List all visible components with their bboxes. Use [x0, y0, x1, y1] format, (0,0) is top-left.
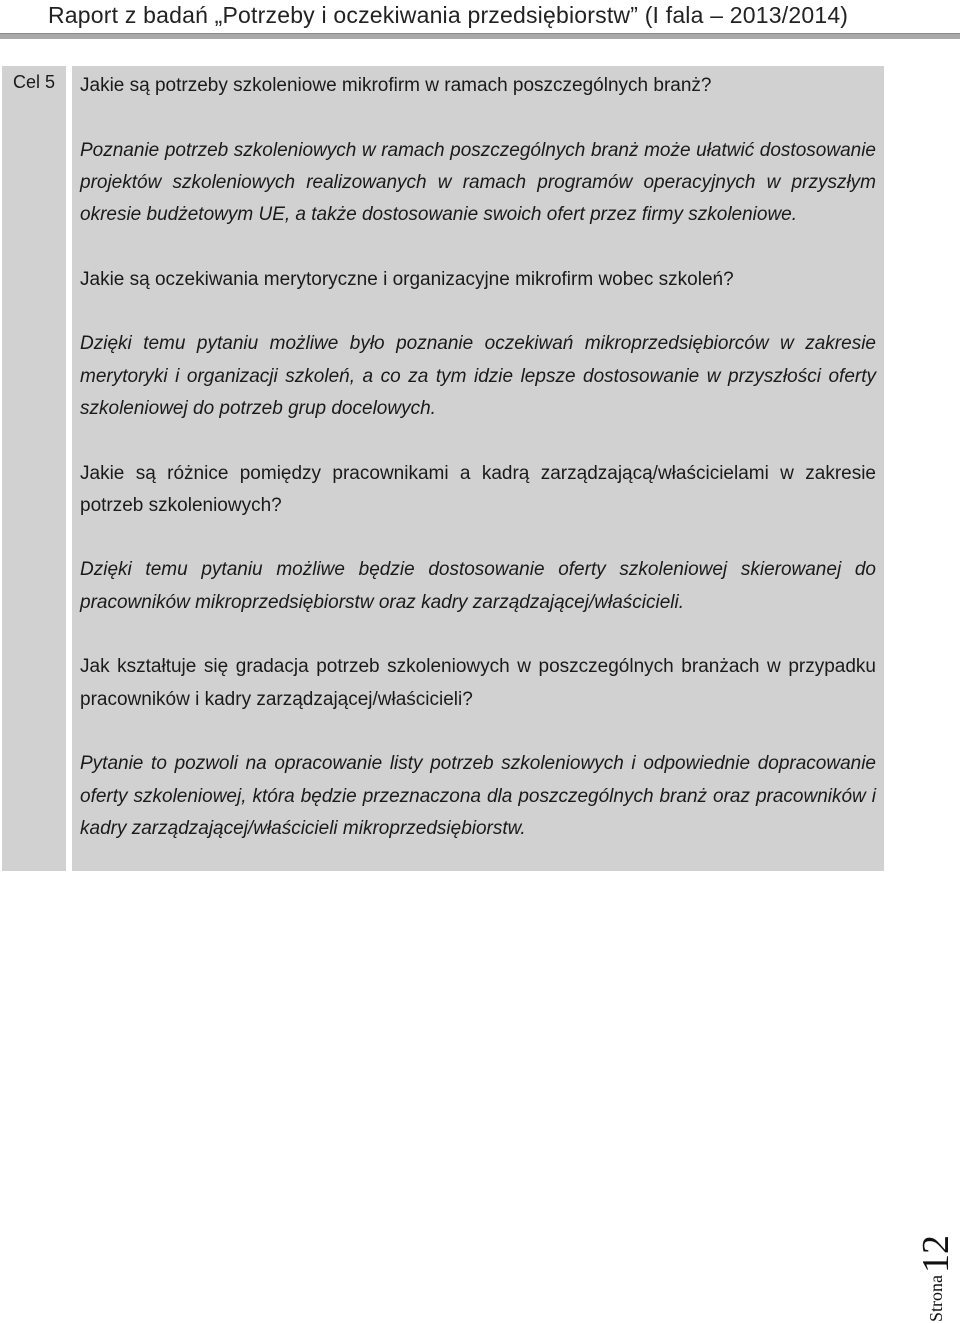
- explanation-1: Poznanie potrzeb szkoleniowych w ramach poszczególnych branż może ułatwić dostosowanie projektów szkoleniowych realizowanych w ramach programów operacyjnych w przyszłym okresie budżetowym UE, a także dostosowanie swoich ofert przez firmy szkoleniowe.: [80, 139, 876, 226]
- question-2: Jakie są oczekiwania merytoryczne i organizacyjne mikrofirm wobec szkoleń?: [80, 268, 734, 290]
- explanation-2: Dzięki temu pytaniu możliwe było poznanie oczekiwań mikroprzedsiębiorców w zakresie merytoryki i organizacji szkoleń, a co za tym idzie lepsze dostosowanie w przyszłości oferty szkoleniowej do potrzeb grup docelowych.: [80, 333, 876, 419]
- page-label: Strona: [925, 1275, 946, 1322]
- page-number: 12: [915, 1235, 957, 1273]
- explanation-3: Dzięki temu pytaniu możliwe będzie dostosowanie oferty szkoleniowej skierowanej do pracowników mikroprzedsiębiorstw oraz kadry zarządzającej/właścicieli.: [80, 559, 876, 613]
- question-4: Jak kształtuje się gradacja potrzeb szkoleniowych w poszczególnych branżach w przypadku pracowników i kadry zarządzającej/właścicieli?: [80, 656, 876, 710]
- explanation-4: Pytanie to pozwoli na opracowanie listy potrzeb szkoleniowych i odpowiednie dopracowanie oferty szkoleniowej, która będzie przeznaczona dla poszczególnych branż oraz pracowników i kadry zarządzającej/właścicieli mikroprzedsiębiorstw.: [80, 753, 876, 839]
- page-number-footer: [912, 1212, 960, 1322]
- header-divider: [0, 33, 960, 39]
- goal-label: Cel 5: [2, 66, 66, 871]
- goal-content: [72, 66, 884, 871]
- report-header: Raport z badań „Potrzeby i oczekiwania przedsiębiorstw” (I fala – 2013/2014): [48, 2, 849, 28]
- question-3: Jakie są różnice pomiędzy pracownikami a kadrą zarządzającą/właścicielami w zakresie potrzeb szkoleniowych?: [80, 462, 876, 516]
- question-1: Jakie są potrzeby szkoleniowe mikrofirm w ramach poszczególnych branż?: [80, 75, 712, 96]
